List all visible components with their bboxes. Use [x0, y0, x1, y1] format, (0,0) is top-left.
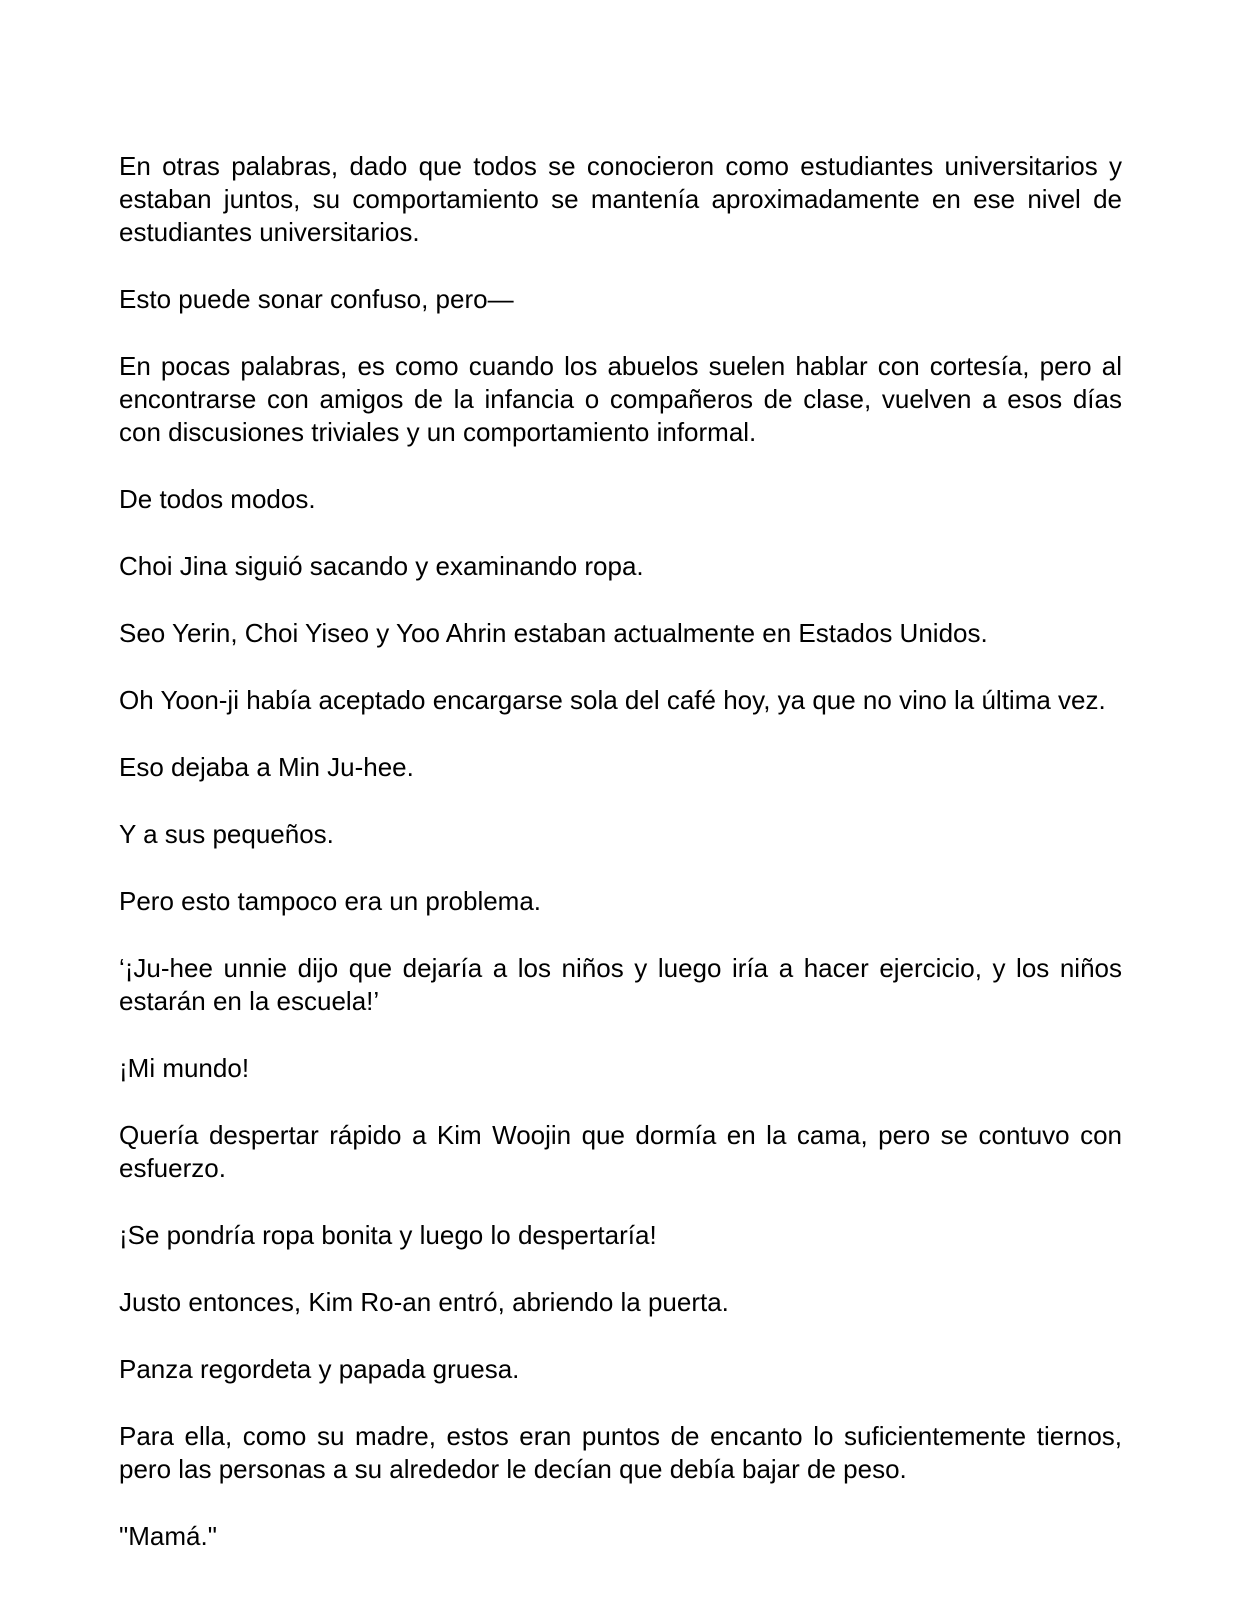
paragraph: ¡Mi mundo! [119, 1053, 250, 1083]
paragraph: "Mamá." [119, 1521, 217, 1551]
paragraph: Y a sus pequeños. [119, 819, 334, 849]
document-body [119, 150, 1122, 1587]
paragraph: Para ella, como su madre, estos eran puntos de encanto lo suficientemente tiernos, pero las personas a su alrededor le decían que debía bajar de peso. [119, 1421, 1122, 1484]
paragraph: ‘¡Ju-hee unnie dijo que dejaría a los niños y luego iría a hacer ejercicio, y los niños estarán en la escuela!’ [119, 953, 1122, 1016]
paragraph: Panza regordeta y papada gruesa. [119, 1354, 520, 1384]
paragraph: Esto puede sonar confuso, pero— [119, 284, 514, 314]
paragraph: ¡Se pondría ropa bonita y luego lo despertaría! [119, 1220, 657, 1250]
paragraph: Oh Yoon-ji había aceptado encargarse sola del café hoy, ya que no vino la última vez. [119, 685, 1106, 715]
paragraph: En otras palabras, dado que todos se conocieron como estudiantes universitarios y estaban juntos, su comportamiento se mantenía aproximadamente en ese nivel de estudiantes universitarios. [119, 151, 1122, 247]
paragraph: Eso dejaba a Min Ju-hee. [119, 752, 414, 782]
paragraph: Pero esto tampoco era un problema. [119, 886, 542, 916]
paragraph: En pocas palabras, es como cuando los abuelos suelen hablar con cortesía, pero al encontrarse con amigos de la infancia o compañeros de clase, vuelven a esos días con discusiones triviales y un comportamiento informal. [119, 351, 1122, 447]
paragraph: Justo entonces, Kim Ro-an entró, abriendo la puerta. [119, 1287, 729, 1317]
paragraph: Choi Jina siguió sacando y examinando ropa. [119, 551, 644, 581]
paragraph: Seo Yerin, Choi Yiseo y Yoo Ahrin estaban actualmente en Estados Unidos. [119, 618, 988, 648]
paragraph: Quería despertar rápido a Kim Woojin que dormía en la cama, pero se contuvo con esfuerzo. [119, 1120, 1122, 1183]
paragraph: De todos modos. [119, 484, 316, 514]
